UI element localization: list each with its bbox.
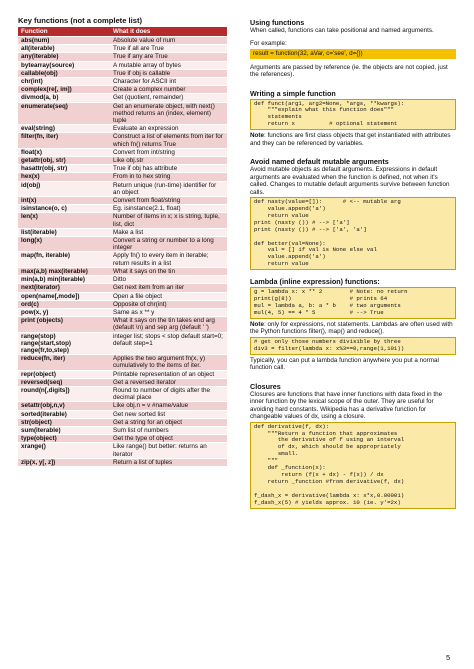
table-row <box>18 53 227 61</box>
table-row <box>18 45 227 53</box>
table-row <box>18 61 227 69</box>
function-description-cell: Get next item from an iter <box>110 284 227 292</box>
table-row <box>18 443 227 458</box>
table-row <box>18 317 227 332</box>
function-name-cell: max(a,b) max(iterable) <box>18 267 110 275</box>
table-row <box>18 157 227 165</box>
function-name-cell: print (objects) <box>18 317 110 332</box>
function-description-cell: Return a list of tuples <box>110 458 227 466</box>
function-name-cell: hasattr(obj, str) <box>18 165 110 173</box>
function-description-cell: True if obj has attribute <box>110 165 227 173</box>
table-row <box>18 102 227 125</box>
simple-function-section <box>250 89 456 148</box>
function-name-cell: sorted(iterable) <box>18 410 110 418</box>
function-description-cell: Round to number of digits after the decimal place <box>110 386 227 401</box>
table-row <box>18 370 227 378</box>
function-description-cell: Applies the two argument fn(x, y) cumulatively to the items of iter. <box>110 355 227 370</box>
table-row <box>18 197 227 205</box>
function-name-cell: type(object) <box>18 435 110 443</box>
table-row <box>18 165 227 173</box>
mutable-defaults-code: def nasty(value=[]): # <-- mutable arg value.append('a') return value print (nasty ()) # --> ['a'] print (nasty ()) # --> ['a', 'a'] def better(val=None): val = [] if val is None else val value.append('a') return value <box>250 197 456 270</box>
lambda-note <box>250 321 456 336</box>
function-description-cell: What it says on the tin <box>110 267 227 275</box>
function-name-cell: map(fn, iterable) <box>18 252 110 267</box>
page-number: 5 <box>446 653 451 662</box>
key-functions-table <box>18 27 227 466</box>
function-description-cell: True if obj is callable <box>110 69 227 77</box>
function-name-cell: repr(object) <box>18 370 110 378</box>
simple-function-code: def funct(arg1, arg2=None, *args, **kwargs): """explain what this function does""" statements return x # optional statement <box>250 99 456 131</box>
function-description-cell: Make a list <box>110 228 227 236</box>
right-column <box>250 18 456 511</box>
table-row <box>18 237 227 252</box>
function-description-cell: Apply fn() to every item in iterable; return results in a list <box>110 252 227 267</box>
function-description-cell: From in to hex string <box>110 173 227 181</box>
function-description-cell: Like obj.str <box>110 157 227 165</box>
table-row <box>18 418 227 426</box>
table-row <box>18 78 227 86</box>
function-description-cell: Get a string for an object <box>110 418 227 426</box>
function-name-cell: eval(string) <box>18 125 110 133</box>
function-description-cell: Character for ASCII int <box>110 78 227 86</box>
simple-function-note <box>250 132 456 147</box>
function-name-cell: setattr(obj,n,v) <box>18 402 110 410</box>
function-name-cell: ord(c) <box>18 300 110 308</box>
function-description-cell: Get new sorted list <box>110 410 227 418</box>
note-label: Note <box>250 320 264 328</box>
function-name-cell: list(iterable) <box>18 228 110 236</box>
function-description-cell: Get the type of object <box>110 435 227 443</box>
function-name-cell: all(iterable) <box>18 45 110 53</box>
function-description-cell: Return unique (run-time) identifier for an object <box>110 181 227 196</box>
example-code: result = function(32, aVar, c='see', d={}) <box>250 49 456 59</box>
table-row <box>18 308 227 316</box>
function-name-cell: str(object) <box>18 418 110 426</box>
note-text: : only for expressions, not statements. Lambdas are often used with the Python functions filter(), map() and reduce(). <box>250 320 453 336</box>
function-description-cell: Ditto <box>110 276 227 284</box>
function-name-cell: chr(int) <box>18 78 110 86</box>
function-description-cell: Like obj.n = v #name/value <box>110 402 227 410</box>
function-description-cell: Same as x ** y <box>110 308 227 316</box>
table-row <box>18 37 227 45</box>
table-row <box>18 410 227 418</box>
mutable-defaults-title: Avoid named default mutable arguments <box>250 157 389 167</box>
function-description-cell: Convert from int/string <box>110 148 227 156</box>
simple-function-title: Writing a simple function <box>250 88 336 98</box>
mutable-defaults-text: Avoid mutable objects as default arguments. Expressions in default arguments are evaluated when the function is defined, not when it's called. Changes to mutable default arguments survive between function calls. <box>250 166 450 196</box>
function-name-cell: xrange() <box>18 443 110 458</box>
table-row <box>18 86 227 94</box>
function-name-cell: isinstance(o, c) <box>18 205 110 213</box>
function-description-cell: Construct a list of elements from iter for which fn() returns True <box>110 133 227 148</box>
function-description-cell: What it says on the tin takes end arg (default \n) and sep arg (default ' ') <box>110 317 227 332</box>
function-description-cell: Convert from float/string <box>110 197 227 205</box>
table-row <box>18 378 227 386</box>
function-description-cell: Create a complex number <box>110 86 227 94</box>
table-row <box>18 300 227 308</box>
table-row <box>18 94 227 102</box>
key-functions-table-body <box>18 37 227 466</box>
function-name-cell: range(stop) range(start,stop) range(fr,to,step) <box>18 332 110 355</box>
function-name-cell: hex(x) <box>18 173 110 181</box>
function-description-cell: Like range() but better: returns an iterator <box>110 443 227 458</box>
function-name-cell: zip(x, y[, z]) <box>18 458 110 466</box>
table-row <box>18 332 227 355</box>
function-description-cell: A mutable array of bytes <box>110 61 227 69</box>
table-row <box>18 276 227 284</box>
using-functions-title: Using functions <box>250 18 305 27</box>
lambda-title: Lambda (inline expression) functions: <box>250 277 380 287</box>
function-description-cell: Evaluate an expression <box>110 125 227 133</box>
table-row <box>18 284 227 292</box>
table-row <box>18 386 227 401</box>
using-functions-section <box>250 18 456 79</box>
function-name-cell: any(iterable) <box>18 53 110 61</box>
function-name-cell: pow(x, y) <box>18 308 110 316</box>
function-name-cell: open(name[,mode]) <box>18 292 110 300</box>
function-name-cell: reversed(seq) <box>18 378 110 386</box>
table-row <box>18 252 227 267</box>
table-row <box>18 205 227 213</box>
table-row <box>18 435 227 443</box>
table-row <box>18 125 227 133</box>
table-row <box>18 133 227 148</box>
function-name-cell: reduce(fn, iter) <box>18 355 110 370</box>
function-name-cell: int(x) <box>18 197 110 205</box>
note-label: Note <box>250 132 264 140</box>
function-description-cell: Open a file object <box>110 292 227 300</box>
table-row <box>18 292 227 300</box>
function-description-cell: Printable representation of an object <box>110 370 227 378</box>
function-name-cell: min(a,b) min(iterable) <box>18 276 110 284</box>
function-name-cell: enumerate(seq) <box>18 102 110 125</box>
example-label: For example: <box>250 39 287 47</box>
function-description-cell: Get (quotient, remainder) <box>110 94 227 102</box>
closures-title: Closures <box>250 381 281 391</box>
function-name-cell: getattr(obj, str) <box>18 157 110 165</box>
table-row <box>18 69 227 77</box>
table-row <box>18 181 227 196</box>
table-row <box>18 267 227 275</box>
function-name-cell: complex(re[, im]) <box>18 86 110 94</box>
table-row <box>18 402 227 410</box>
function-name-cell: len(x) <box>18 213 110 228</box>
lambda-filter-code: # get only those numbers divisible by three div3 = filter(lambda x: x%3==0,range(1,101)) <box>250 337 456 355</box>
table-row <box>18 458 227 466</box>
lambda-after-text: Typically, you can put a lambda function anywhere you put a normal function call. <box>250 356 439 372</box>
function-name-cell: bytearray(source) <box>18 61 110 69</box>
arguments-note: Arguments are passed by reference (ie. the objects are not copied, just the references). <box>250 63 448 78</box>
function-name-cell: round(n[,digits]) <box>18 386 110 401</box>
function-description-cell: Number of items in x; x is string, tuple, list, dict <box>110 213 227 228</box>
closures-text: Closures are functions that have inner functions with data fixed in the inner function by the lexical scope of the outer. They are useful for avoiding hard constants. Wikipedia has a derivative function for changeable values of dx, using a closure. <box>250 390 443 421</box>
key-functions-title: Key functions (not a complete list) <box>18 16 143 25</box>
function-description-cell: integer list; stops < stop default start=0; default step=1 <box>110 332 227 355</box>
function-name-cell: float(x) <box>18 148 110 156</box>
mutable-defaults-section <box>250 157 456 270</box>
function-name-cell: id(obj) <box>18 181 110 196</box>
function-description-cell: True if any are True <box>110 53 227 61</box>
table-row <box>18 228 227 236</box>
function-name-cell: callable(obj) <box>18 69 110 77</box>
function-name-cell: abs(num) <box>18 37 110 45</box>
function-name-cell: filter(fn, iter) <box>18 133 110 148</box>
table-row <box>18 426 227 434</box>
function-description-cell: Convert a string or number to a long integer <box>110 237 227 252</box>
closures-section <box>250 382 456 509</box>
table-row <box>18 213 227 228</box>
lambda-code-example: g = lambda x: x ** 2 # Note: no return print(g(8)) # prints 64 mul = lambda a, b: a * b # two arguments mul(4, 5) == 4 * 5 # --> True <box>250 287 456 319</box>
using-functions-intro: When called, functions can take positional and named arguments. <box>250 27 434 34</box>
function-description-cell: Sum list of numbers <box>110 426 227 434</box>
lambda-section <box>250 277 456 371</box>
function-description-cell: Get a reversed iterator <box>110 378 227 386</box>
function-description-cell: Eg. isinstance(2.1, float) <box>110 205 227 213</box>
function-description-cell: Get an enumerate object, with next() method returns an (index, element) tuple <box>110 102 227 125</box>
function-name-cell: sum(iterable) <box>18 426 110 434</box>
function-description-cell: Opposite of chr(int) <box>110 300 227 308</box>
closures-code: def derivative(f, dx): """Return a function that approximates the derivative of f using an interval of dx, which should be appropriately small. """ def _function(x): return (f(x + dx) - f(x)) / dx return _function #from derivative(f, dx) f_dash_x = derivative(lambda x: x*x,0.00001) f_dash_x(5) # yields approx. 10 (ie. y'=2x) <box>250 422 456 509</box>
table-row <box>18 355 227 370</box>
table-row <box>18 173 227 181</box>
key-functions-section <box>18 16 227 466</box>
function-description-cell: True if all are True <box>110 45 227 53</box>
table-row <box>18 148 227 156</box>
note-text: : functions are first class objects that get instantiated with attributes and they can be referenced by variables. <box>250 132 451 147</box>
function-name-cell: long(x) <box>18 237 110 252</box>
function-name-cell: next(iterator) <box>18 284 110 292</box>
table-header-function: Function <box>18 27 110 37</box>
function-description-cell: Absolute value of num <box>110 37 227 45</box>
function-name-cell: divmod(a, b) <box>18 94 110 102</box>
table-header-description: What it does <box>110 27 227 37</box>
